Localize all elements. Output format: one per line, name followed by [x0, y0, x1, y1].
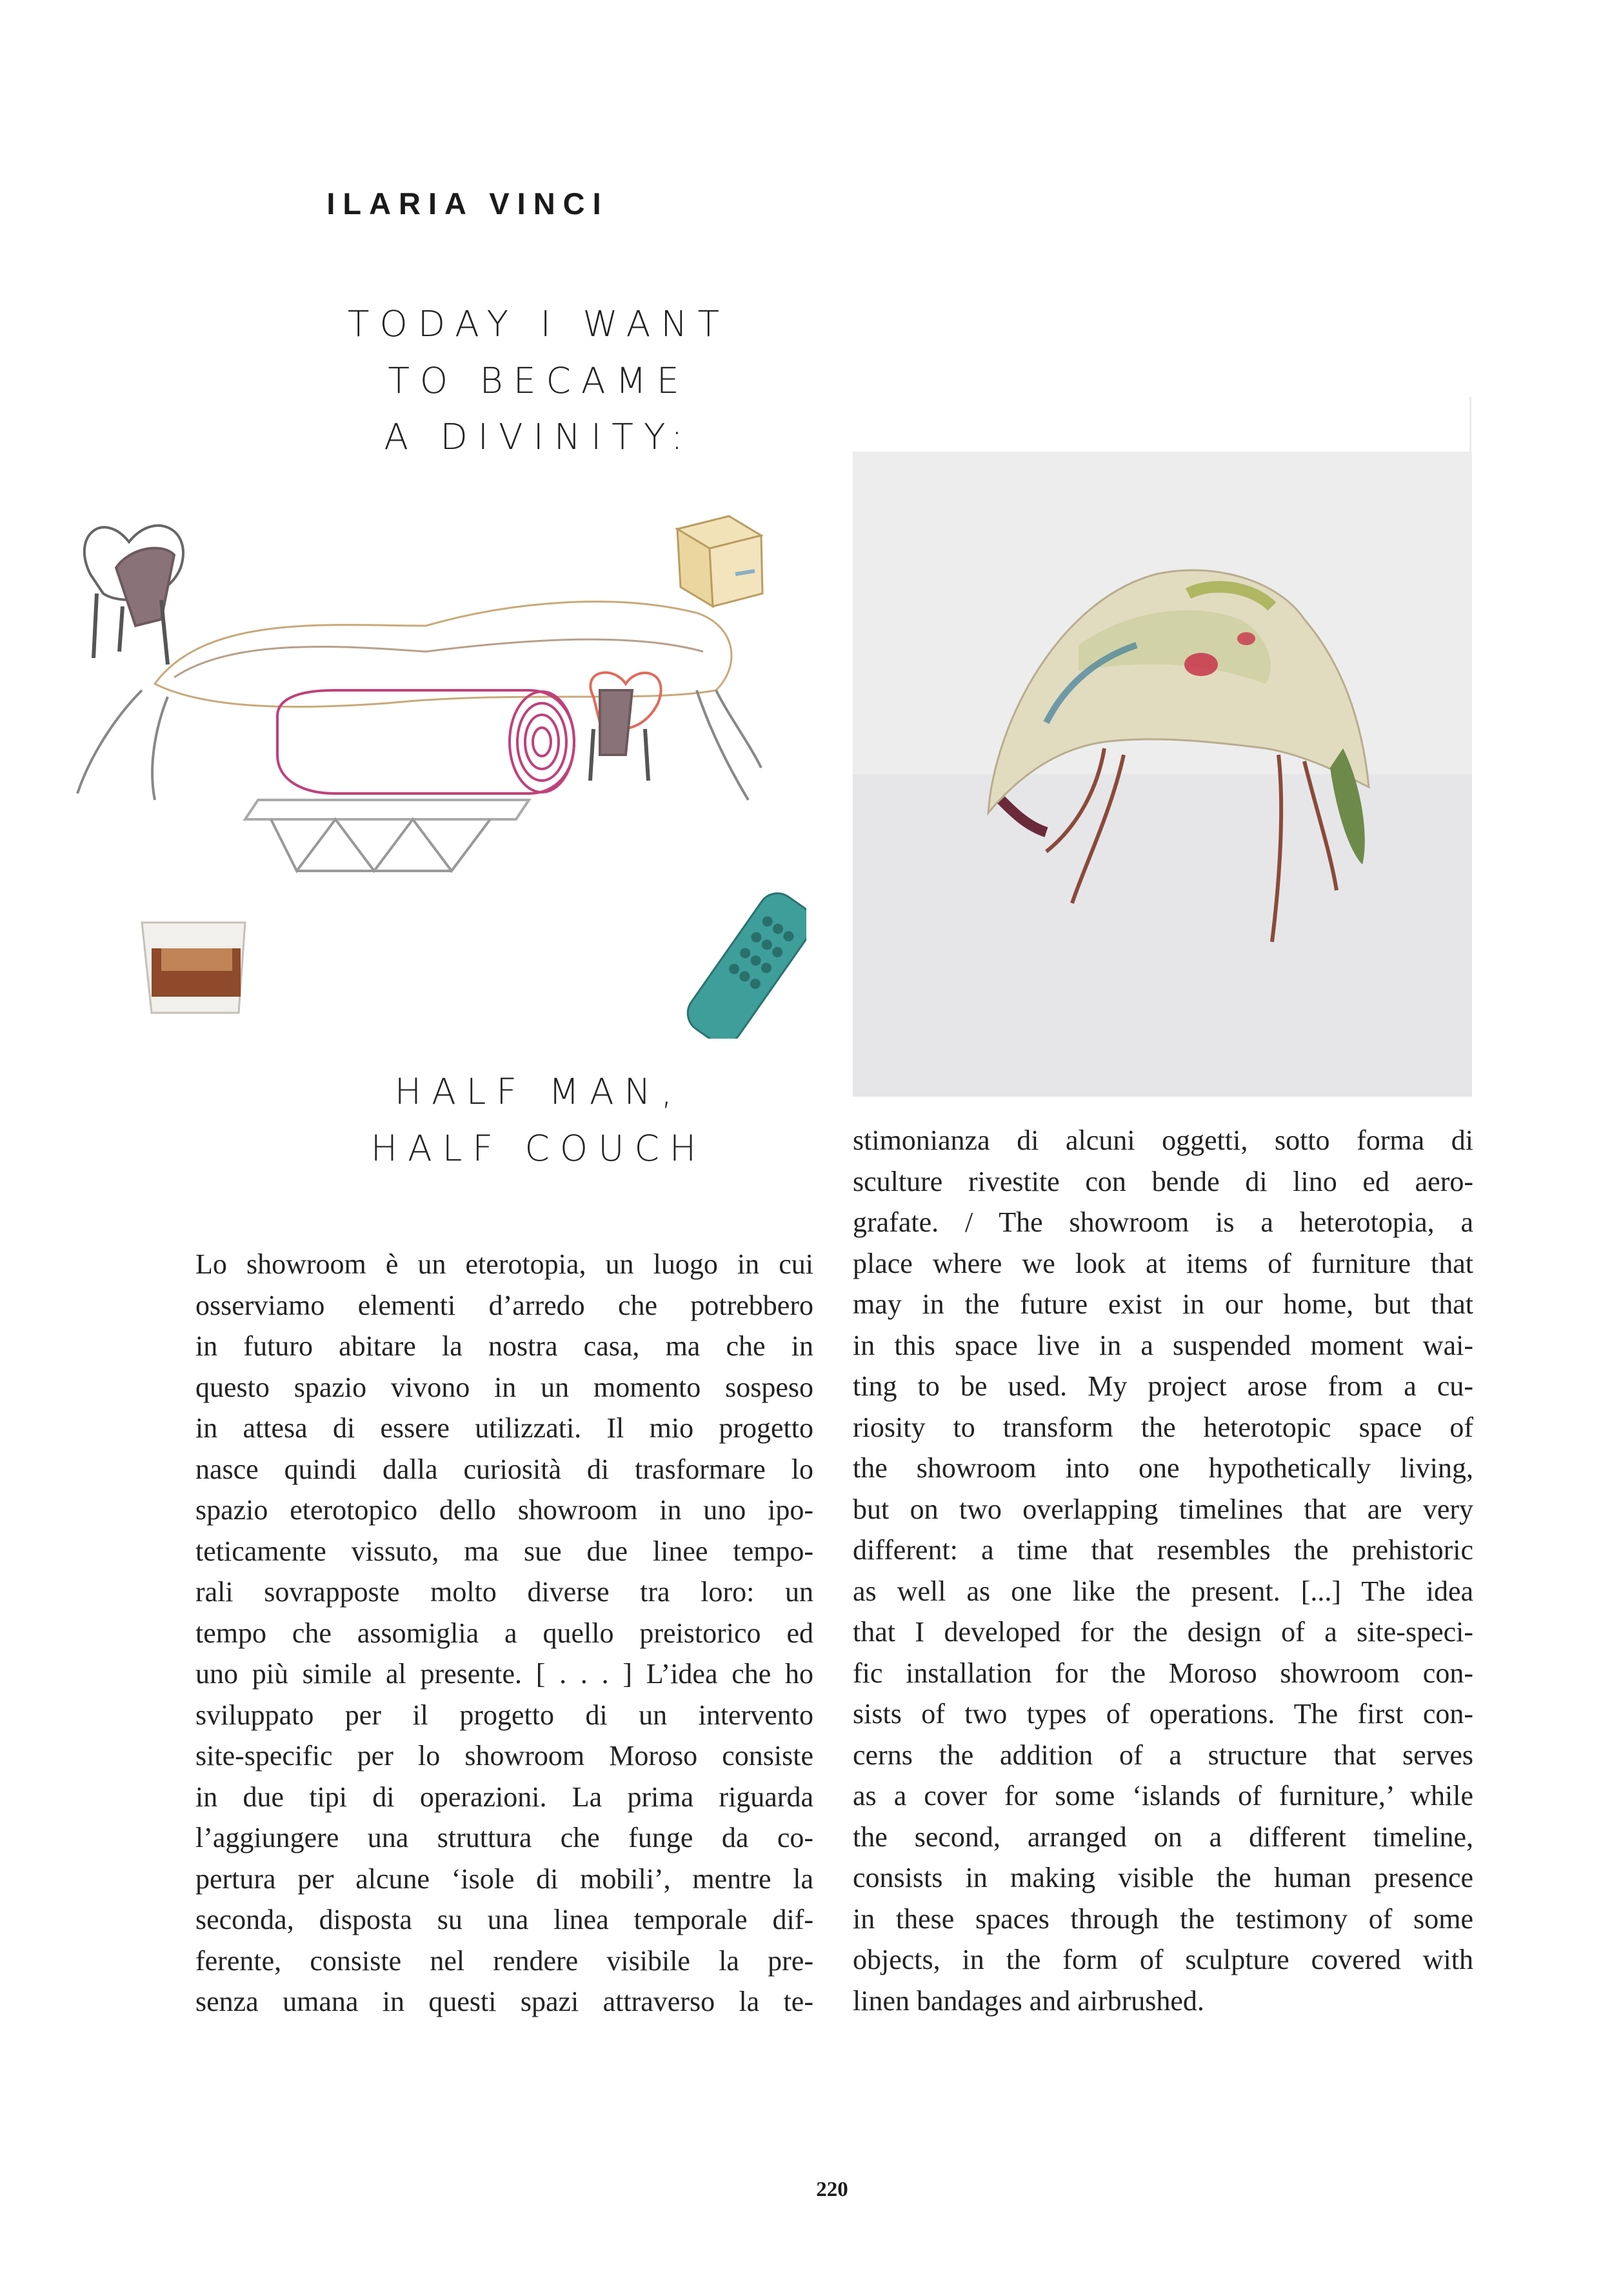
body-text-right-column: [853, 1120, 1473, 2021]
text-line: sviluppato per il progetto di un intervento: [195, 1699, 813, 1731]
text-line: Lo showroom è un eterotopia, un luogo in cui: [195, 1248, 813, 1280]
glass-table-sketch: [245, 800, 529, 871]
text-line: place where we look at items of furniture that: [853, 1247, 1473, 1279]
title-line-1: TODAY I WANT: [347, 303, 730, 344]
text-line: osserviamo elementi d’arredo che potrebbero: [195, 1289, 813, 1321]
text-line: but on two overlapping timelines that are very: [853, 1493, 1473, 1525]
text-line: the showroom into one hypothetically living,: [853, 1452, 1473, 1484]
text-line: sists of two types of operations. The first con-: [853, 1698, 1473, 1730]
couch-sketch-illustration: [65, 497, 806, 1039]
text-line: l’aggiungere una struttura che funge da co-: [195, 1822, 813, 1853]
text-line: riosity to transform the heterotopic space of: [853, 1411, 1473, 1443]
page-number: 220: [816, 2178, 848, 2201]
text-line: in due tipi di operazioni. La prima riguarda: [195, 1781, 813, 1813]
text-line: may in the future exist in our home, but that: [853, 1288, 1473, 1320]
title-line-3: A DIVINITY:: [384, 416, 693, 457]
text-line: as a cover for some ‘islands of furniture,’ while: [853, 1780, 1473, 1812]
text-line: senza umana in questi spazi attraverso la te-: [195, 1986, 813, 2017]
text-line: grafate. / The showroom is a heterotopia, a: [853, 1206, 1473, 1238]
text-line: questo spazio vivono in un momento sospeso: [195, 1371, 813, 1403]
heart-chair-sketch: [85, 526, 183, 664]
body-text-left-column: [195, 1244, 813, 2022]
text-line: consists in making visible the human presence: [853, 1862, 1473, 1893]
text-line: as well as one like the present. [...] The idea: [853, 1575, 1473, 1607]
text-line: in this space live in a suspended moment wai-: [853, 1329, 1473, 1361]
text-line: linen bandages and airbrushed.: [853, 1984, 1204, 2017]
text-line: cerns the addition of a structure that serves: [853, 1739, 1473, 1771]
text-line: ting to be used. My project arose from a cu-: [853, 1370, 1473, 1402]
text-line: stimonianza di alcuni oggetti, sotto forma di: [853, 1124, 1473, 1156]
text-line: in futuro abitare la nostra casa, ma che in: [195, 1330, 813, 1362]
text-line: tempo che assomiglia a quello preistorico ed: [195, 1617, 813, 1649]
text-line: that I developed for the design of a site-speci-: [853, 1616, 1473, 1648]
text-line: objects, in the form of sculpture covered with: [853, 1944, 1473, 1975]
text-line: seconda, disposta su una linea temporale dif-: [195, 1904, 813, 1935]
subtitle-line-2: HALF COUCH: [370, 1128, 707, 1169]
small-heart-chair-sketch: [590, 673, 661, 781]
text-line: teticamente vissuto, ma sue due linee tempo-: [195, 1535, 813, 1567]
text-line: rali sovrapposte molto diverse tra loro: un: [195, 1576, 813, 1608]
subtitle-line-1: HALF MAN,: [394, 1071, 683, 1112]
text-line: sculture rivestite con bende di lino ed aero-: [853, 1165, 1473, 1197]
author-name: ILARIA VINCI: [326, 186, 609, 221]
text-line: fic installation for the Moroso showroom con-: [853, 1657, 1473, 1689]
text-line: nasce quindi dalla curiosità di trasformare lo: [195, 1453, 813, 1485]
text-line: spazio eterotopico dello showroom in uno ipo-: [195, 1494, 813, 1526]
text-line: uno più simile al presente. [ . . . ] L’idea che ho: [195, 1658, 813, 1690]
text-line: pertura per alcune ‘isole di mobili’, mentre la: [195, 1862, 813, 1895]
text-line: in these spaces through the testimony of some: [853, 1902, 1473, 1935]
photo-edge-line: [1469, 397, 1471, 455]
sculpture-photo: [853, 452, 1472, 1097]
text-line: in attesa di essere utilizzati. Il mio progetto: [195, 1412, 813, 1444]
title-line-2: TO BECAME: [388, 360, 690, 401]
whisky-glass-sketch: [142, 923, 245, 1013]
wooden-crate-sketch: [677, 516, 762, 606]
text-line: site-specific per lo showroom Moroso consiste: [195, 1740, 813, 1772]
remote-control-sketch: [680, 886, 806, 1039]
text-line: ferente, consiste nel rendere visibile la pre-: [195, 1944, 813, 1977]
text-line: the second, arranged on a different timeline,: [853, 1821, 1473, 1853]
text-line: different: a time that resembles the prehistoric: [853, 1534, 1473, 1566]
